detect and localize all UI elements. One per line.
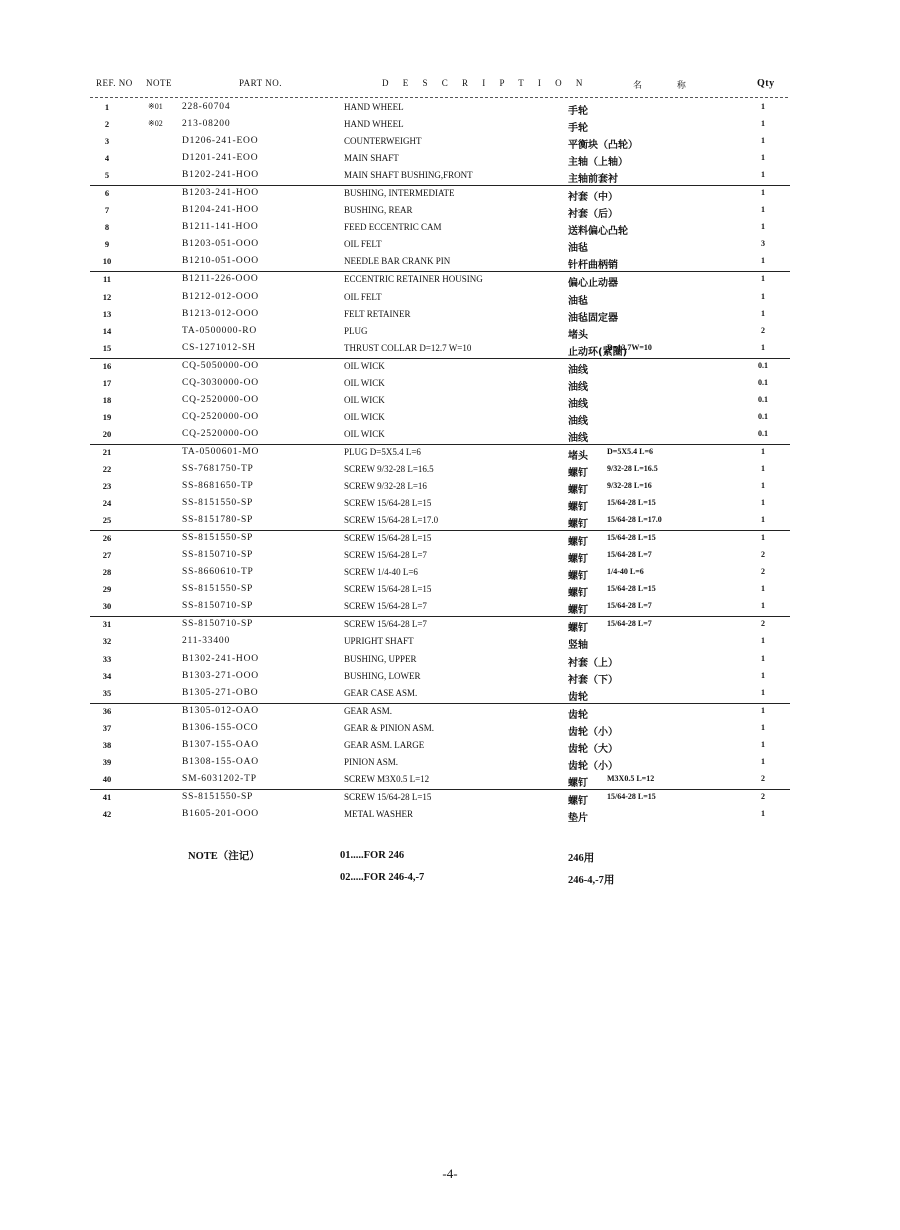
part-no-cell: B1213-012-OOO <box>182 308 259 319</box>
qty-cell: 0.1 <box>758 411 768 421</box>
qty-cell: 1 <box>761 636 765 646</box>
name-cn-cell: 竖轴 <box>568 640 588 652</box>
ref-no-cell: 38 <box>102 739 112 750</box>
spec-cn-cell: 15/64-28 L=7 <box>607 550 652 560</box>
ref-no-cell: 35 <box>102 687 112 698</box>
name-cn-cell: 螺钉 <box>568 623 588 635</box>
table-row <box>90 376 790 393</box>
table-row <box>90 307 790 324</box>
name-cn-cell: 螺钉 <box>568 571 588 583</box>
ref-no-cell: 21 <box>102 446 112 457</box>
table-row <box>90 496 790 513</box>
name-cn-cell: 垫片 <box>568 812 588 824</box>
part-no-cell: B1211-226-OOO <box>182 274 259 285</box>
part-no-cell: B1308-155-OAO <box>182 756 259 767</box>
name-cn-cell: 衬套（中） <box>568 192 618 204</box>
part-no-cell: B1303-271-OOO <box>182 670 259 681</box>
spec-cn-cell: 9/32-28 L=16.5 <box>607 463 658 473</box>
part-no-cell: 228-60704 <box>182 102 231 112</box>
qty-cell: 1 <box>761 481 765 491</box>
description-cell: SCREW M3X0.5 L=12 <box>344 773 430 784</box>
qty-cell: 2 <box>761 550 765 560</box>
name-cn-cell: 齿轮（小） <box>568 726 618 738</box>
ref-no-cell: 29 <box>102 584 112 595</box>
table-row <box>90 738 790 755</box>
description-cell: UPRIGHT SHAFT <box>344 636 414 647</box>
spec-cn-cell: D=12.7W=10 <box>607 342 652 352</box>
name-cn-cell: 衬套（下） <box>568 674 618 686</box>
qty-cell: 1 <box>761 515 765 525</box>
description-cell: BUSHING, LOWER <box>344 670 421 681</box>
ref-no-cell: 41 <box>102 791 112 802</box>
name-cn-cell: 螺钉 <box>568 519 588 531</box>
description-cell: OIL FELT <box>344 239 382 250</box>
ref-no-cell: 27 <box>102 550 112 561</box>
qty-cell: 1 <box>761 808 765 818</box>
description-cell: COUNTERWEIGHT <box>344 136 422 147</box>
qty-cell: 1 <box>761 342 765 352</box>
ref-no-cell: 19 <box>102 411 112 422</box>
part-no-cell: B1204-241-HOO <box>182 205 259 216</box>
part-no-cell: B1212-012-OOO <box>182 291 259 302</box>
part-no-cell: B1203-241-HOO <box>182 188 259 199</box>
table-row <box>90 565 790 582</box>
description-cell: SCREW 15/64-28 L=15 <box>344 498 432 509</box>
ref-no-cell: 8 <box>104 222 110 233</box>
name-cn-cell: 螺钉 <box>568 605 588 617</box>
qty-cell: 2 <box>761 567 765 577</box>
ref-no-cell: 23 <box>102 481 112 492</box>
part-no-cell: SS-8150710-SP <box>182 601 254 612</box>
name-cn-cell: 齿轮（大） <box>568 743 618 755</box>
description-cell: NEEDLE BAR CRANK PIN <box>344 256 451 267</box>
qty-cell: 1 <box>761 705 765 715</box>
qty-cell: 1 <box>761 687 765 697</box>
part-no-cell: B1302-241-HOO <box>182 653 259 664</box>
note-cell: ※02 <box>148 119 163 129</box>
table-row <box>90 393 790 410</box>
name-cn-cell: 堵头 <box>568 450 588 462</box>
ref-no-cell: 5 <box>104 170 110 181</box>
part-no-cell: B1202-241-HOO <box>182 170 259 181</box>
description-cell: OIL WICK <box>344 360 385 371</box>
part-no-cell: SM-6031202-TP <box>182 773 257 784</box>
qty-cell: 1 <box>761 205 765 215</box>
note-line-1-cn: 246用 <box>568 853 595 864</box>
spec-cn-cell: 15/64-28 L=7 <box>607 619 652 629</box>
description-cell: SCREW 1/4-40 L=6 <box>344 567 418 578</box>
description-cell: ECCENTRIC RETAINER HOUSING <box>344 274 483 285</box>
table-row <box>90 220 790 237</box>
note-line-2-cn: 246-4,-7用 <box>568 875 615 886</box>
name-cn-cell: 主轴（上轴） <box>568 157 628 169</box>
qty-cell: 2 <box>761 791 765 801</box>
qty-cell: 2 <box>761 619 765 629</box>
name-cn-cell: 主轴前套衬 <box>568 174 618 186</box>
table-row <box>90 410 790 427</box>
description-cell: PLUG <box>344 325 368 336</box>
qty-cell: 1 <box>761 584 765 594</box>
description-cell: METAL WASHER <box>344 808 414 819</box>
description-cell: HAND WHEEL <box>344 119 404 130</box>
name-cn-cell: 螺钉 <box>568 502 588 514</box>
qty-cell: 1 <box>761 463 765 473</box>
name-cn-cell: 螺钉 <box>568 537 588 549</box>
table-row <box>90 237 790 254</box>
qty-cell: 1 <box>761 601 765 611</box>
ref-no-cell: 31 <box>102 619 112 630</box>
qty-cell: 1 <box>761 256 765 266</box>
note-line-2: 02.....FOR 246-4,-7 <box>340 872 425 883</box>
note-line-1: 01.....FOR 246 <box>340 850 405 861</box>
description-cell: GEAR CASE ASM. <box>344 687 418 698</box>
table-row <box>90 599 790 617</box>
spec-cn-cell: 15/64-28 L=15 <box>607 584 656 594</box>
ref-no-cell: 16 <box>102 360 112 371</box>
part-no-cell: D1206-241-EOO <box>182 136 259 147</box>
part-no-cell: CQ-2520000-OO <box>182 411 259 422</box>
header-name-cn: 名 称 <box>633 81 702 91</box>
ref-no-cell: 1 <box>104 102 110 112</box>
table-row <box>90 669 790 686</box>
table-row <box>90 479 790 496</box>
name-cn-cell: 螺钉 <box>568 795 588 807</box>
ref-no-cell: 9 <box>104 239 110 250</box>
table-row <box>90 100 790 117</box>
part-no-cell: B1605-201-OOO <box>182 808 259 819</box>
notes-section <box>90 846 790 896</box>
qty-cell: 1 <box>761 153 765 163</box>
name-cn-cell: 平衡块（凸轮） <box>568 140 638 152</box>
ref-no-cell: 40 <box>102 773 112 784</box>
spec-cn-cell: 9/32-28 L=16 <box>607 481 652 491</box>
ref-no-cell: 37 <box>102 722 112 733</box>
name-cn-cell: 油毡 <box>568 243 588 255</box>
description-cell: GEAR ASM. <box>344 705 393 716</box>
description-cell: BUSHING, INTERMEDIATE <box>344 188 455 199</box>
part-no-cell: CS-1271012-SH <box>182 342 256 353</box>
table-row <box>90 186 790 203</box>
spec-cn-cell: 15/64-28 L=15 <box>607 498 656 508</box>
ref-no-cell: 7 <box>104 205 110 216</box>
ref-no-cell: 2 <box>104 119 110 130</box>
name-cn-cell: 齿轮 <box>568 709 588 721</box>
qty-cell: 1 <box>761 291 765 301</box>
description-cell: MAIN SHAFT <box>344 153 399 164</box>
table-row <box>90 151 790 168</box>
name-cn-cell: 衬套（后） <box>568 209 618 221</box>
name-cn-cell: 送料偏心凸轮 <box>568 226 628 238</box>
ref-no-cell: 18 <box>102 394 112 405</box>
name-cn-cell: 齿轮（小） <box>568 760 618 772</box>
part-no-cell: 213-08200 <box>182 119 231 130</box>
spec-cn-cell: 15/64-28 L=15 <box>607 533 656 543</box>
qty-cell: 1 <box>761 119 765 129</box>
qty-cell: 0.1 <box>758 377 768 387</box>
ref-no-cell: 34 <box>102 670 112 681</box>
page-number: -4- <box>442 1166 458 1181</box>
description-cell: SCREW 15/64-28 L=15 <box>344 533 432 544</box>
name-cn-cell: 油毡固定器 <box>568 312 618 324</box>
header-qty: Qty <box>757 78 775 89</box>
part-no-cell: SS-8150710-SP <box>182 619 254 630</box>
header-divider <box>90 97 788 98</box>
description-cell: OIL FELT <box>344 291 382 302</box>
table-row <box>90 755 790 772</box>
part-no-cell: TA-0500601-MO <box>182 446 260 457</box>
table-row <box>90 807 790 824</box>
ref-no-cell: 14 <box>102 325 112 336</box>
table-row <box>90 203 790 220</box>
qty-cell: 1 <box>761 170 765 180</box>
name-cn-cell: 齿轮 <box>568 691 588 703</box>
ref-no-cell: 11 <box>102 274 112 285</box>
ref-no-cell: 6 <box>104 188 110 199</box>
ref-no-cell: 20 <box>102 428 112 439</box>
ref-no-cell: 22 <box>102 463 112 474</box>
qty-cell: 1 <box>761 102 765 111</box>
qty-cell: 1 <box>761 188 765 198</box>
name-cn-cell: 手轮 <box>568 106 588 117</box>
qty-cell: 3 <box>761 239 765 249</box>
ref-no-cell: 33 <box>102 653 112 664</box>
name-cn-cell: 螺钉 <box>568 467 588 479</box>
qty-cell: 2 <box>761 325 765 335</box>
description-cell: SCREW 9/32-28 L=16 <box>344 481 427 492</box>
spec-cn-cell: M3X0.5 L=12 <box>607 773 655 783</box>
qty-cell: 0.1 <box>758 360 768 370</box>
notes-label: NOTE（注记） <box>188 851 260 862</box>
name-cn-cell: 油线 <box>568 381 588 393</box>
table-row <box>90 462 790 479</box>
header-ref-no: REF. NO <box>96 78 133 88</box>
part-no-cell: SS-8151550-SP <box>182 791 254 802</box>
description-cell: THRUST COLLAR D=12.7 W=10 <box>344 342 472 353</box>
ref-no-cell: 25 <box>102 515 112 526</box>
ref-no-cell: 3 <box>104 136 110 147</box>
part-no-cell: D1201-241-EOO <box>182 153 259 164</box>
table-row <box>90 704 790 721</box>
qty-cell: 0.1 <box>758 394 768 404</box>
description-cell: SCREW 15/64-28 L=15 <box>344 584 432 595</box>
table-row <box>90 427 790 445</box>
qty-cell: 1 <box>761 722 765 732</box>
ref-no-cell: 28 <box>102 567 112 578</box>
description-cell: SCREW 15/64-28 L=7 <box>344 619 427 630</box>
part-no-cell: CQ-3030000-OO <box>182 377 259 388</box>
part-no-cell: B1211-141-HOO <box>182 222 259 233</box>
part-no-cell: TA-0500000-RO <box>182 325 258 336</box>
description-cell: PINION ASM. <box>344 756 399 767</box>
qty-cell: 1 <box>761 498 765 508</box>
spec-cn-cell: 15/64-28 L=15 <box>607 791 656 801</box>
ref-no-cell: 30 <box>102 601 112 612</box>
qty-cell: 1 <box>761 739 765 749</box>
qty-cell: 1 <box>761 533 765 543</box>
name-cn-cell: 油线 <box>568 398 588 410</box>
part-no-cell: SS-8151780-SP <box>182 515 254 526</box>
table-row <box>90 634 790 651</box>
ref-no-cell: 10 <box>102 256 112 267</box>
ref-no-cell: 32 <box>102 636 112 647</box>
part-no-cell: SS-8151550-SP <box>182 584 254 595</box>
table-row <box>90 790 790 807</box>
table-row <box>90 445 790 462</box>
description-cell: SCREW 15/64-28 L=7 <box>344 550 427 561</box>
part-no-cell: B1203-051-OOO <box>182 239 259 250</box>
parts-table <box>90 100 790 824</box>
table-row <box>90 168 790 186</box>
qty-cell: 1 <box>761 446 765 456</box>
table-row <box>90 617 790 634</box>
table-row <box>90 686 790 704</box>
name-cn-cell: 螺钉 <box>568 485 588 497</box>
part-no-cell: B1306-155-OCO <box>182 722 259 733</box>
table-row <box>90 290 790 307</box>
name-cn-cell: 堵头 <box>568 329 588 341</box>
ref-no-cell: 4 <box>104 153 110 164</box>
table-row <box>90 548 790 565</box>
ref-no-cell: 36 <box>102 705 112 716</box>
ref-no-cell: 15 <box>102 342 112 353</box>
description-cell: OIL WICK <box>344 394 385 405</box>
description-cell: HAND WHEEL <box>344 102 404 112</box>
ref-no-cell: 13 <box>102 308 112 319</box>
part-no-cell: SS-7681750-TP <box>182 463 254 474</box>
ref-no-cell: 17 <box>102 377 112 388</box>
description-cell: PLUG D=5X5.4 L=6 <box>344 446 421 457</box>
table-row <box>90 324 790 341</box>
header-part-no: PART NO. <box>239 78 282 88</box>
part-no-cell: 211-33400 <box>182 636 231 647</box>
table-row <box>90 531 790 548</box>
name-cn-cell: 止动环(紧圈) <box>568 346 628 358</box>
description-cell: GEAR ASM. LARGE <box>344 739 425 750</box>
qty-cell: 1 <box>761 136 765 146</box>
qty-cell: 1 <box>761 308 765 318</box>
note-cell: ※01 <box>148 102 163 111</box>
part-no-cell: CQ-5050000-OO <box>182 360 259 371</box>
name-cn-cell: 油线 <box>568 432 588 444</box>
description-cell: OIL WICK <box>344 377 385 388</box>
spec-cn-cell: 15/64-28 L=7 <box>607 601 652 611</box>
table-row <box>90 772 790 790</box>
spec-cn-cell: D=5X5.4 L=6 <box>607 446 654 456</box>
part-no-cell: SS-8150710-SP <box>182 550 254 561</box>
table-row <box>90 582 790 599</box>
part-no-cell: SS-8681650-TP <box>182 481 254 492</box>
part-no-cell: SS-8151550-SP <box>182 533 254 544</box>
description-cell: MAIN SHAFT BUSHING,FRONT <box>344 170 473 181</box>
description-cell: BUSHING, REAR <box>344 205 413 216</box>
name-cn-cell: 螺钉 <box>568 588 588 600</box>
ref-no-cell: 39 <box>102 756 112 767</box>
qty-cell: 2 <box>761 773 765 783</box>
table-row <box>90 117 790 134</box>
part-no-cell: CQ-2520000-OO <box>182 428 259 439</box>
qty-cell: 1 <box>761 274 765 284</box>
table-row <box>90 513 790 531</box>
ref-no-cell: 42 <box>102 808 112 819</box>
table-row <box>90 652 790 669</box>
name-cn-cell: 螺钉 <box>568 554 588 566</box>
spec-cn-cell: 15/64-28 L=17.0 <box>607 515 662 525</box>
part-no-cell: SS-8151550-SP <box>182 498 254 509</box>
table-row <box>90 359 790 376</box>
table-header <box>90 78 790 96</box>
description-cell: FEED ECCENTRIC CAM <box>344 222 442 233</box>
description-cell: SCREW 9/32-28 L=16.5 <box>344 463 434 474</box>
part-no-cell: B1305-271-OBO <box>182 687 259 698</box>
ref-no-cell: 26 <box>102 533 112 544</box>
table-row <box>90 721 790 738</box>
part-no-cell: B1210-051-OOO <box>182 256 259 267</box>
header-note: NOTE <box>146 78 172 88</box>
table-row <box>90 272 790 289</box>
name-cn-cell: 油毡 <box>568 295 588 307</box>
qty-cell: 1 <box>761 222 765 232</box>
ref-no-cell: 12 <box>102 291 112 302</box>
qty-cell: 1 <box>761 756 765 766</box>
qty-cell: 1 <box>761 653 765 663</box>
description-cell: SCREW 15/64-28 L=15 <box>344 791 432 802</box>
name-cn-cell: 油线 <box>568 364 588 376</box>
description-cell: GEAR & PINION ASM. <box>344 722 435 733</box>
description-cell: FELT RETAINER <box>344 308 411 319</box>
name-cn-cell: 油线 <box>568 415 588 427</box>
name-cn-cell: 针杆曲柄销 <box>568 260 618 272</box>
name-cn-cell: 偏心止动器 <box>568 278 618 290</box>
qty-cell: 0.1 <box>758 428 768 438</box>
header-description: D E S C R I P T I O N <box>382 78 589 88</box>
name-cn-cell: 手轮 <box>568 123 588 135</box>
name-cn-cell: 螺钉 <box>568 777 588 789</box>
description-cell: OIL WICK <box>344 411 385 422</box>
qty-cell: 1 <box>761 670 765 680</box>
description-cell: SCREW 15/64-28 L=17.0 <box>344 515 439 526</box>
table-row <box>90 134 790 151</box>
part-no-cell: B1307-155-OAO <box>182 739 259 750</box>
table-row <box>90 254 790 272</box>
description-cell: OIL WICK <box>344 428 385 439</box>
spec-cn-cell: 1/4-40 L=6 <box>607 567 644 577</box>
table-row <box>90 341 790 359</box>
description-cell: BUSHING, UPPER <box>344 653 417 664</box>
part-no-cell: B1305-012-OAO <box>182 705 259 716</box>
description-cell: SCREW 15/64-28 L=7 <box>344 601 427 612</box>
name-cn-cell: 衬套（上） <box>568 657 618 669</box>
part-no-cell: SS-8660610-TP <box>182 567 254 578</box>
part-no-cell: CQ-2520000-OO <box>182 394 259 405</box>
ref-no-cell: 24 <box>102 498 112 509</box>
